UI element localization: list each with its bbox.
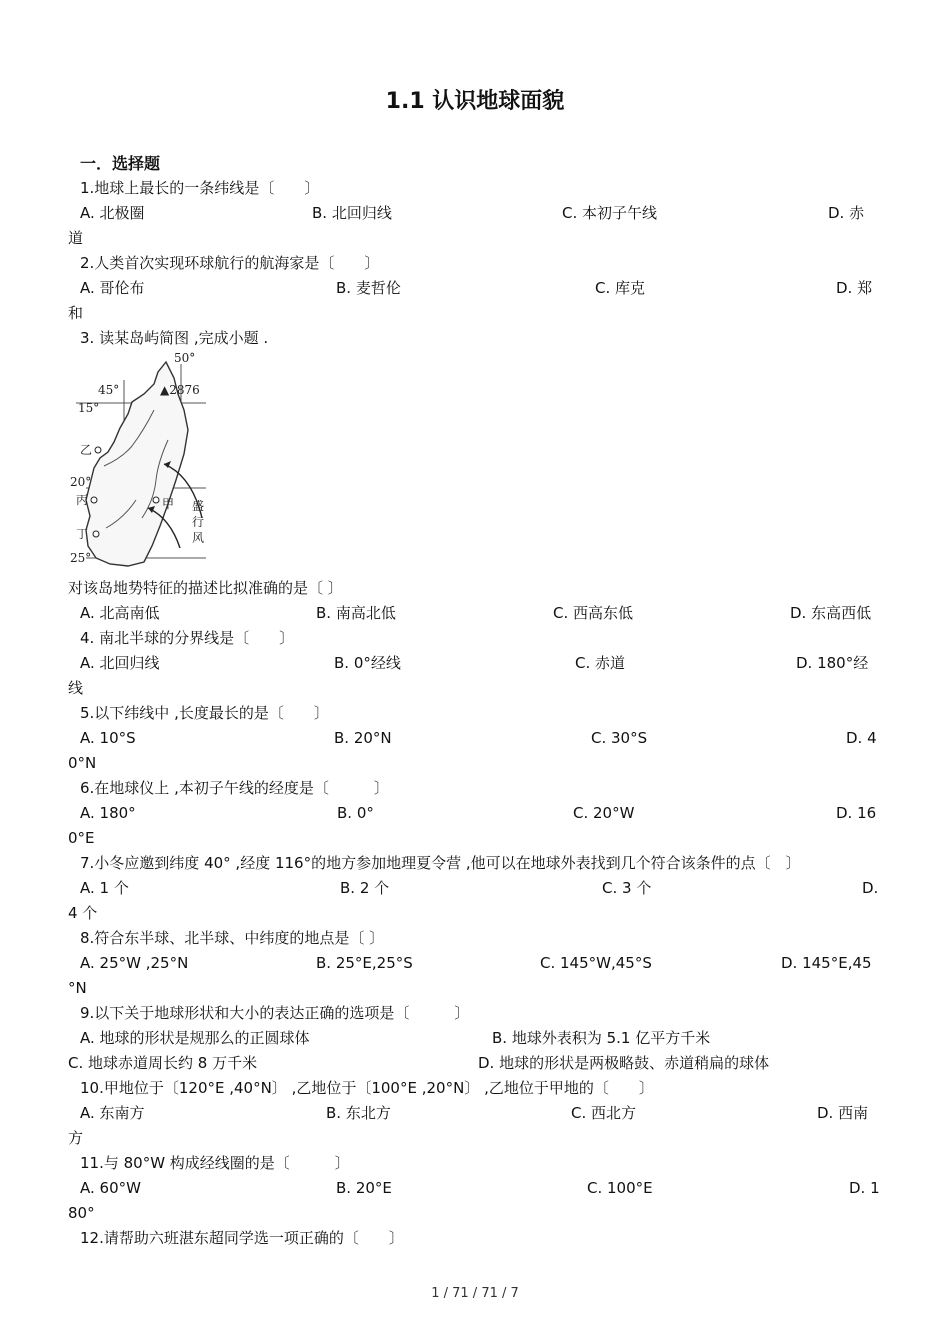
option-b: B. 地球外表积为 5.1 亿平方千米 bbox=[492, 1029, 711, 1047]
option-a: A. 北高南低 bbox=[80, 604, 160, 622]
option-d: D. 180°经 bbox=[796, 654, 869, 672]
option-b: B. 20°E bbox=[336, 1179, 392, 1197]
lat-25-label: 25° bbox=[70, 551, 92, 565]
lat-20-label: 20° bbox=[70, 475, 92, 489]
option-d: D. 4 bbox=[846, 729, 877, 747]
question-stem: 10.甲地位于〔120°E ,40°N〕 ,乙地位于〔100°E ,20°N〕 ,乙地位于甲地的〔 〕 bbox=[80, 1079, 654, 1097]
option-d-wrap: 和 bbox=[68, 304, 84, 322]
wind-label: 行 bbox=[192, 515, 205, 529]
option-d-wrap: 4 个 bbox=[68, 904, 98, 922]
option-c: C. 西高东低 bbox=[553, 604, 634, 622]
page-footer: 1 / 71 / 71 / 7 bbox=[431, 1286, 519, 1301]
option-a: A. 北回归线 bbox=[80, 654, 160, 672]
option-d: D. 东高西低 bbox=[790, 604, 872, 622]
place-label-ding: 丁 bbox=[76, 527, 89, 541]
option-a: A. 10°S bbox=[80, 729, 136, 747]
question-stem: 11.与 80°W 构成经线圈的是〔 〕 bbox=[80, 1154, 350, 1172]
option-a: A. 60°W bbox=[80, 1179, 141, 1197]
place-label-yi: 乙 bbox=[80, 443, 93, 457]
option-d: D. 145°E,45 bbox=[781, 954, 872, 972]
option-d-wrap: 方 bbox=[68, 1129, 84, 1147]
question-stem: 9.以下关于地球形状和大小的表达正确的选项是〔 〕 bbox=[80, 1004, 470, 1022]
question-stem: 8.符合东半球、北半球、中纬度的地点是〔 〕 bbox=[80, 929, 385, 947]
option-b: B. 麦哲伦 bbox=[336, 279, 401, 297]
question-stem: 12.请帮助六班湛东超同学选一项正确的〔 〕 bbox=[80, 1229, 404, 1247]
option-d-wrap: 80° bbox=[68, 1204, 95, 1222]
question-stem: 1.地球上最长的一条纬线是〔 〕 bbox=[80, 179, 320, 197]
option-b: B. 0° bbox=[337, 804, 374, 822]
question-stem: 4. 南北半球的分界线是〔 〕 bbox=[80, 629, 295, 647]
option-c: C. 本初子午线 bbox=[562, 204, 658, 222]
option-d: D. 16 bbox=[836, 804, 877, 822]
option-a: A. 哥伦布 bbox=[80, 279, 145, 297]
question-stem: 对该岛地势特征的描述比拟准确的是〔 〕 bbox=[68, 579, 343, 597]
place-label-jia: 甲 bbox=[162, 497, 175, 511]
peak-elevation-label: ▲2876 bbox=[160, 383, 200, 397]
option-d-wrap: °N bbox=[68, 979, 87, 997]
island-map-figure bbox=[66, 350, 216, 572]
option-a: A. 北极圈 bbox=[80, 204, 145, 222]
question-stem: 5.以下纬线中 ,长度最长的是〔 〕 bbox=[80, 704, 329, 722]
lon-45-label: 45° bbox=[98, 383, 120, 397]
place-marker bbox=[91, 497, 97, 503]
option-b: B. 东北方 bbox=[326, 1104, 391, 1122]
option-c: C. 20°W bbox=[573, 804, 635, 822]
option-a: A. 地球的形状是规那么的正圆球体 bbox=[80, 1029, 310, 1047]
wind-label: 风 bbox=[192, 531, 205, 545]
option-d: D. 郑 bbox=[836, 279, 873, 297]
place-marker bbox=[95, 447, 101, 453]
page-title: 1.1 认识地球面貌 bbox=[385, 89, 565, 114]
option-a: A. 东南方 bbox=[80, 1104, 145, 1122]
option-c: C. 30°S bbox=[591, 729, 648, 747]
section-heading: 一．选择题 bbox=[80, 154, 161, 173]
option-d: D. 1 bbox=[849, 1179, 880, 1197]
option-a: A. 1 个 bbox=[80, 879, 129, 897]
question-stem: 7.小冬应邀到纬度 40° ,经度 116°的地方参加地理夏令营 ,他可以在地球外表找到几个符合该条件的点〔 〕 bbox=[80, 854, 801, 872]
option-c: C. 赤道 bbox=[575, 654, 626, 672]
option-b: B. 南高北低 bbox=[316, 604, 396, 622]
option-d: D. bbox=[862, 879, 879, 897]
wind-label: 盛 bbox=[192, 499, 205, 513]
question-stem: 3. 读某岛屿简图 ,完成小题 . bbox=[80, 329, 269, 347]
option-d-wrap: 0°N bbox=[68, 754, 97, 772]
option-c: C. 100°E bbox=[587, 1179, 653, 1197]
option-b: B. 25°E,25°S bbox=[316, 954, 413, 972]
option-d: D. 赤 bbox=[828, 204, 865, 222]
option-a: A. 25°W ,25°N bbox=[80, 954, 189, 972]
option-b: B. 0°经线 bbox=[334, 654, 401, 672]
option-d-wrap: 线 bbox=[68, 679, 84, 697]
option-b: B. 2 个 bbox=[340, 879, 390, 897]
lon-50-label: 50° bbox=[174, 351, 196, 365]
option-d: D. 地球的形状是两极略鼓、赤道稍扁的球体 bbox=[478, 1054, 770, 1072]
option-c: C. 库克 bbox=[595, 279, 646, 297]
option-d: D. 西南 bbox=[817, 1104, 869, 1122]
question-stem: 6.在地球仪上 ,本初子午线的经度是〔 〕 bbox=[80, 779, 389, 797]
lat-15-label: 15° bbox=[78, 401, 100, 415]
option-c: C. 西北方 bbox=[571, 1104, 637, 1122]
option-b: B. 北回归线 bbox=[312, 204, 392, 222]
option-b: B. 20°N bbox=[334, 729, 392, 747]
option-c: C. 3 个 bbox=[602, 879, 652, 897]
place-marker bbox=[153, 497, 159, 503]
option-d-wrap: 0°E bbox=[68, 829, 95, 847]
option-a: A. 180° bbox=[80, 804, 136, 822]
question-stem: 2.人类首次实现环球航行的航海家是〔 〕 bbox=[80, 254, 380, 272]
place-marker bbox=[93, 531, 99, 537]
option-c: C. 地球赤道周长约 8 万千米 bbox=[68, 1054, 258, 1072]
place-label-bing: 丙 bbox=[76, 493, 89, 507]
option-c: C. 145°W,45°S bbox=[540, 954, 652, 972]
option-d-wrap: 道 bbox=[68, 229, 84, 247]
